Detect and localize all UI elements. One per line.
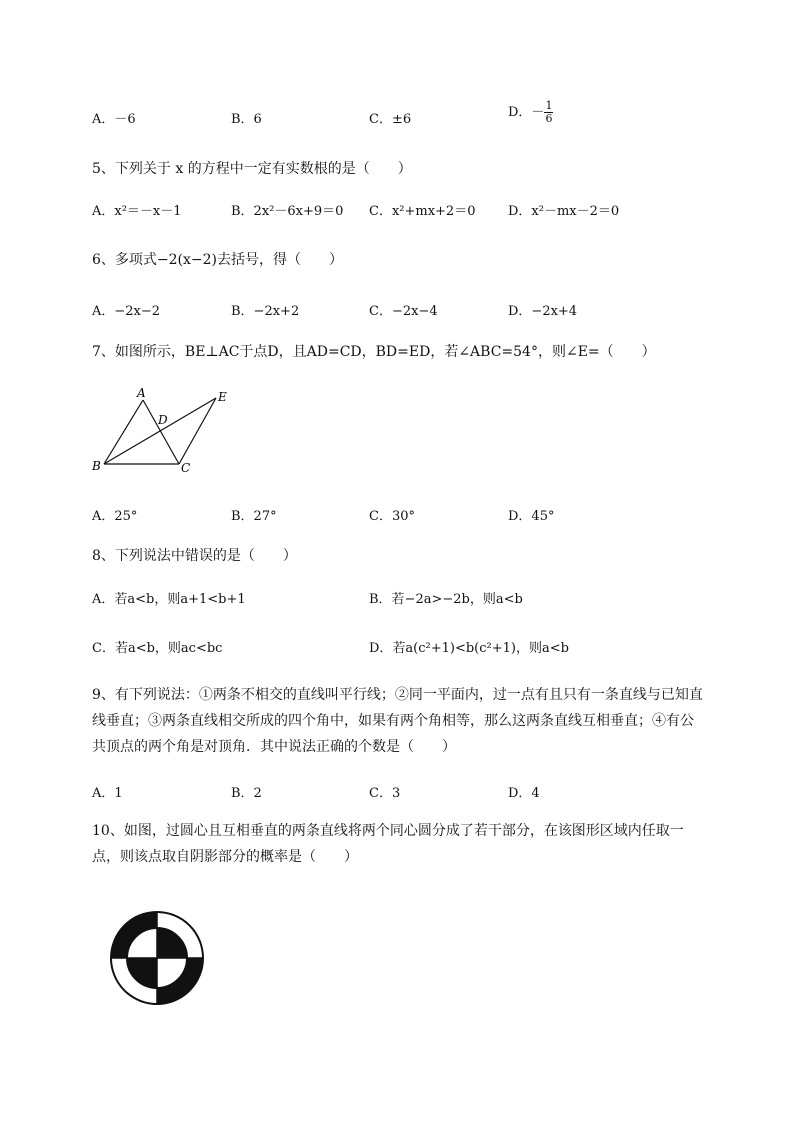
q8-stem: 8、下列说法中错误的是（ ） bbox=[92, 548, 297, 564]
q4-option-d-prefix: D．－ bbox=[508, 105, 545, 120]
q8-option-a: A．若a<b，则a+1<b+1 bbox=[92, 592, 246, 607]
q4-option-b: B．6 bbox=[231, 112, 262, 127]
q7-option-a: A．25° bbox=[92, 509, 138, 524]
fraction-numerator: 1 bbox=[545, 99, 553, 112]
q5-option-b: B．2x²－6x+9＝0 bbox=[231, 204, 344, 219]
label-b: B bbox=[92, 459, 101, 473]
q7-option-d: D．45° bbox=[508, 509, 555, 524]
label-a: A bbox=[137, 386, 146, 400]
q8-options-row1 bbox=[0, 588, 794, 608]
q10-concentric-circles-figure bbox=[106, 910, 208, 1006]
segment-ab bbox=[104, 400, 143, 464]
fraction-denominator: 6 bbox=[545, 112, 553, 125]
q9-option-b: B．2 bbox=[231, 786, 262, 801]
q10-stem: 10、如图，过圆心且互相垂直的两条直线将两个同心圆分成了若干部分，在该图形区域内任取一点，则该点取自阴影部分的概率是（ ） bbox=[92, 823, 684, 865]
q5-option-a: A．x²＝－x－1 bbox=[92, 204, 182, 219]
q8-option-d: D．若a(c²+1)<b(c²+1)，则a<b bbox=[369, 641, 569, 656]
q7-stem: 7、如图所示，BE⊥AC于点D，且AD=CD，BD=ED，若∠ABC=54°，则∠E=（ ） bbox=[92, 344, 656, 360]
q9-option-c: C．3 bbox=[369, 786, 401, 801]
segment-ac bbox=[143, 400, 179, 464]
q6-option-d: D．−2x+4 bbox=[508, 304, 578, 319]
q4-options bbox=[0, 99, 794, 128]
q7-option-b: B．27° bbox=[231, 509, 277, 524]
q7-option-c: C．30° bbox=[369, 509, 415, 524]
q6-option-b: B．−2x+2 bbox=[231, 304, 300, 319]
q6-option-a: A．−2x−2 bbox=[92, 304, 161, 319]
q4-option-a: A．－6 bbox=[92, 112, 136, 127]
q6-option-c: C．−2x−4 bbox=[369, 304, 438, 319]
q4-option-d-fraction bbox=[544, 100, 553, 125]
segment-be bbox=[104, 398, 216, 464]
label-c: C bbox=[181, 461, 191, 475]
q6-options bbox=[0, 300, 794, 320]
label-e: E bbox=[218, 390, 227, 404]
q9-option-a: A．1 bbox=[92, 786, 123, 801]
q9-stem: 9、有下列说法：①两条不相交的直线叫平行线；②同一平面内，过一点有且只有一条直线与已知直线垂直；③两条直线相交所成的四个角中，如果有两个角相等，那么这两条直线互相垂直；④有公共顶点的两个角是对顶角．其中说法正确的个数是（ ） bbox=[92, 687, 703, 755]
q5-options bbox=[0, 200, 794, 220]
q8-option-c: C．若a<b，则ac<bc bbox=[92, 641, 223, 656]
q8-option-b: B．若−2a>−2b，则a<b bbox=[369, 592, 523, 607]
q8-options-row2 bbox=[0, 637, 794, 657]
q7-triangle-figure bbox=[88, 384, 248, 478]
q6-stem: 6、多项式−2(x−2)去括号，得（ ） bbox=[92, 252, 344, 268]
q4-option-d bbox=[508, 100, 553, 125]
q5-option-d: D．x²－mx－2＝0 bbox=[508, 204, 620, 219]
q9-option-d: D．4 bbox=[508, 786, 540, 801]
q7-options bbox=[0, 505, 794, 525]
segment-ce bbox=[179, 398, 216, 464]
q5-stem: 5、下列关于 x 的方程中一定有实数根的是（ ） bbox=[92, 161, 412, 177]
label-d: D bbox=[158, 413, 168, 427]
q4-option-c: C．±6 bbox=[369, 112, 412, 127]
q9-options bbox=[0, 782, 794, 802]
q5-option-c: C．x²+mx+2＝0 bbox=[369, 204, 476, 219]
